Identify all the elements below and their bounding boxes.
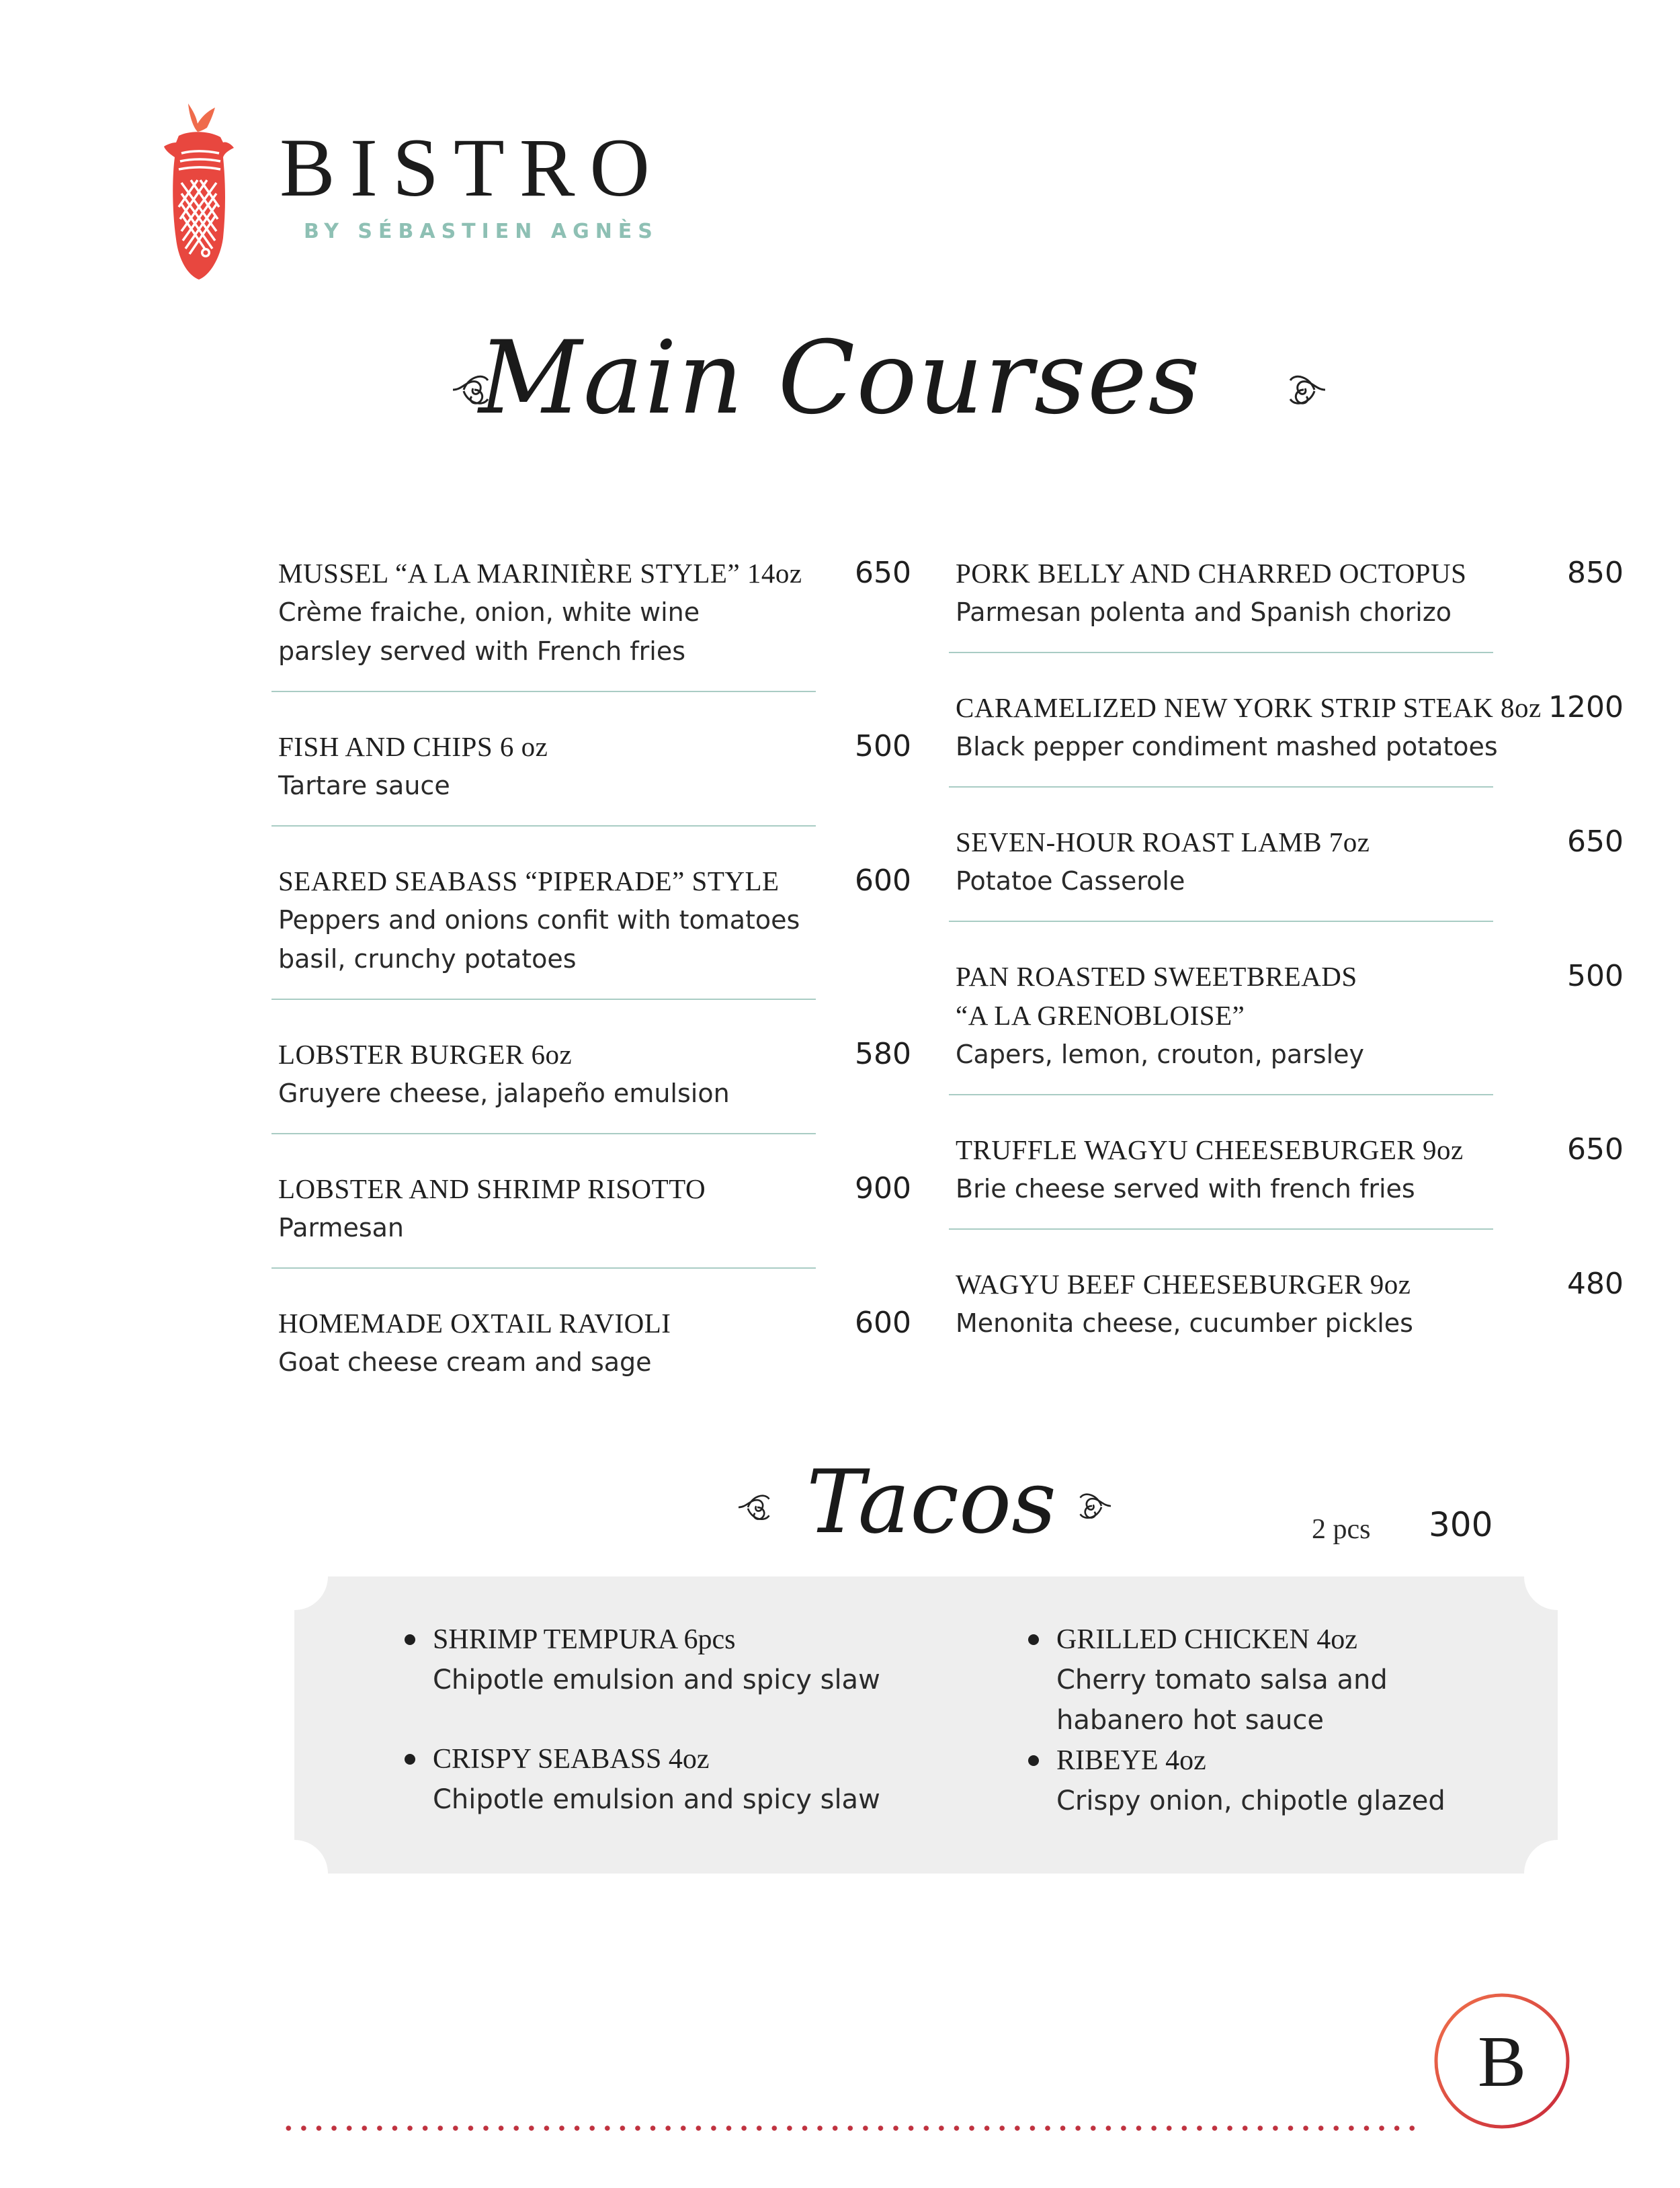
main-courses-right-column (949, 544, 1624, 1363)
divider (949, 1094, 1493, 1095)
item-price: 650 (855, 556, 911, 590)
tacos-title: Tacos (806, 1451, 1056, 1553)
item-name: MUSSEL “A LA MARINIÈRE STYLE” 14oz (278, 558, 802, 589)
menu-item (949, 544, 1624, 652)
item-description: Capers, lemon, crouton, parsley (956, 1040, 1364, 1069)
taco-description: Cherry tomato salsa and habanero hot sauce (1056, 1665, 1388, 1736)
divider (949, 786, 1493, 788)
item-name: TRUFFLE WAGYU CHEESEBURGER 9oz (956, 1134, 1464, 1165)
tacos-right-list (1024, 1619, 1445, 1821)
main-courses-title: Main Courses (478, 320, 1202, 437)
tacos-left-list (401, 1619, 880, 1820)
taco-description: Chipotle emulsion and spicy slaw (433, 1665, 880, 1695)
item-description: Crème fraiche, onion, white wine parsley served with French fries (278, 597, 700, 666)
divider (271, 691, 816, 692)
menu-item (271, 1294, 946, 1402)
item-name: PORK BELLY AND CHARRED OCTOPUS (956, 558, 1467, 589)
left-ornament-icon (734, 1484, 781, 1531)
divider (271, 1133, 816, 1134)
taco-description: Chipotle emulsion and spicy slaw (433, 1784, 880, 1815)
taco-name: RIBEYE 4oz (1056, 1745, 1206, 1776)
item-price: 1200 (1548, 690, 1624, 724)
item-name: FISH AND CHIPS 6 oz (278, 731, 548, 762)
item-price: 850 (1567, 556, 1624, 590)
brand-name: BISTRO (280, 122, 665, 214)
taco-name: SHRIMP TEMPURA 6pcs (433, 1624, 736, 1655)
divider (949, 1228, 1493, 1230)
item-name: WAGYU BEEF CHEESEBURGER 9oz (956, 1269, 1411, 1300)
menu-item (949, 813, 1624, 921)
item-price: 900 (855, 1171, 911, 1206)
item-name: LOBSTER BURGER 6oz (278, 1039, 573, 1070)
divider (271, 1267, 816, 1269)
item-price: 650 (1567, 825, 1624, 859)
menu-item (271, 718, 946, 825)
tacos-price: 300 (1429, 1505, 1493, 1544)
main-courses-left-column (271, 544, 946, 1402)
item-price: 650 (1567, 1132, 1624, 1167)
item-name: PAN ROASTED SWEETBREADS “A LA GRENOBLOISE” (956, 961, 1357, 1031)
tacos-quantity: 2 pcs (1312, 1514, 1371, 1545)
item-description: Peppers and onions confit with tomatoes basil, crunchy potatoes (278, 905, 800, 974)
item-description: Brie cheese served with french fries (956, 1174, 1415, 1204)
divider (949, 652, 1493, 653)
menu-item (271, 1025, 946, 1133)
divider (271, 825, 816, 827)
taco-name: CRISPY SEABASS 4oz (433, 1744, 710, 1775)
item-price: 500 (855, 729, 911, 763)
right-ornament-icon (1068, 1482, 1116, 1529)
badge-letter: B (1477, 2022, 1527, 2102)
item-description: Black pepper condiment mashed potatoes (956, 732, 1498, 761)
divider (949, 921, 1493, 922)
item-price: 500 (1567, 959, 1624, 993)
item-name: SEARED SEABASS “PIPERADE” STYLE (278, 866, 780, 896)
taco-name: GRILLED CHICKEN 4oz (1056, 1624, 1357, 1655)
menu-item (949, 948, 1624, 1094)
item-name: LOBSTER AND SHRIMP RISOTTO (278, 1173, 706, 1204)
menu-item (949, 679, 1624, 786)
menu-item (949, 1255, 1624, 1363)
item-price: 600 (855, 1306, 911, 1340)
menu-item (271, 1160, 946, 1267)
menu-item (271, 544, 946, 691)
item-description: Potatoe Casserole (956, 866, 1185, 896)
item-description: Goat cheese cream and sage (278, 1347, 652, 1377)
item-description: Menonita cheese, cucumber pickles (956, 1308, 1413, 1338)
taco-description: Crispy onion, chipotle glazed (1056, 1785, 1445, 1816)
bistro-badge-logo (1433, 1992, 1571, 2130)
list-item (1024, 1740, 1445, 1821)
right-ornament-icon (1277, 363, 1331, 417)
list-item (1024, 1619, 1445, 1740)
item-description: Parmesan polenta and Spanish chorizo (956, 597, 1452, 627)
item-description: Tartare sauce (278, 771, 450, 800)
item-price: 480 (1567, 1267, 1624, 1301)
menu-item (271, 852, 946, 999)
list-item (401, 1739, 880, 1820)
item-name: SEVEN-HOUR ROAST LAMB 7oz (956, 827, 1370, 857)
item-price: 600 (855, 864, 911, 898)
list-item (401, 1619, 880, 1700)
item-name: HOMEMADE OXTAIL RAVIOLI (278, 1308, 671, 1339)
dotted-divider (281, 2125, 1422, 2132)
item-description: Gruyere cheese, jalapeño emulsion (278, 1079, 730, 1108)
divider (271, 999, 816, 1000)
fish-logo-icon (159, 97, 239, 282)
brand-subtitle: BY SÉBASTIEN AGNÈS (304, 220, 659, 243)
item-name: CARAMELIZED NEW YORK STRIP STEAK 8oz (956, 692, 1542, 723)
menu-item (949, 1121, 1624, 1228)
item-description: Parmesan (278, 1213, 405, 1243)
item-price: 580 (855, 1037, 911, 1071)
